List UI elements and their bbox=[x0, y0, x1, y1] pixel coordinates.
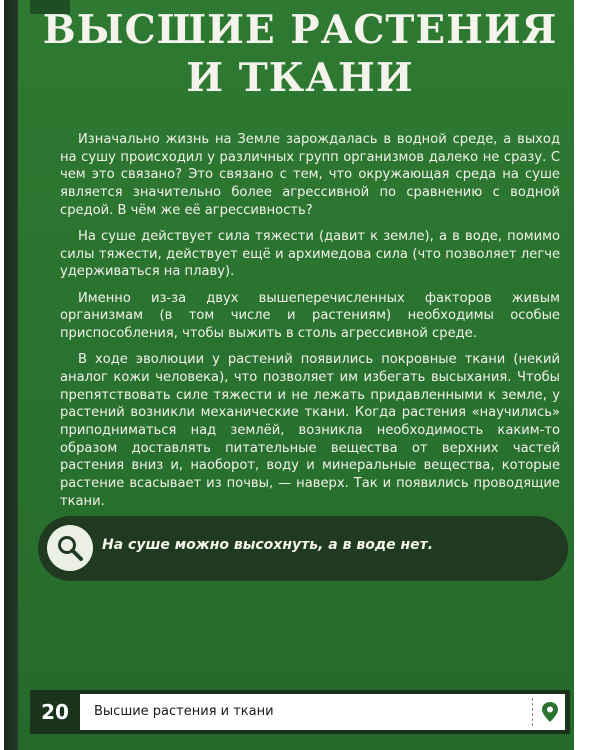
article-body bbox=[60, 131, 560, 519]
paragraph-1: Изначально жизнь на Земле зарождалась в водной среде, а выход на сушу происходил у различных групп организмов далеко не сразу. С чем это связано? Это связано с тем, что окружающая среда на суше является значительно более агрессивной по сравнению с водной средой. В чём же её агрессивность? bbox=[60, 132, 560, 218]
magnifier-icon bbox=[47, 525, 93, 571]
page-title bbox=[40, 6, 560, 102]
footer-divider bbox=[532, 698, 533, 726]
paragraph-2: На суше действует сила тяжести (давит к земле), а в воде, помимо силы тяжести, действует ещё и архимедова сила (что позволяет легче удерживаться на плаву). bbox=[60, 229, 560, 280]
paragraph-3: Именно из-за двух вышеперечисленных факторов живым организмам (в том числе и растениям) необходимы особые приспособления, чтобы выжить в столь агрессивной среде. bbox=[60, 290, 560, 342]
paragraph-4: В ходе эволюции у растений появились покровные ткани (некий аналог кожи человека), что позволяет им избегать высыхания. Чтобы препятствовать силе тяжести и не лежать придавленными к земле, у растений возникли механические ткани. Когда растения «научились» приподниматься над землёй, возникла необходимость каким-то образом доставлять питательные вещества от верхних частей растения вниз и, наоборот, воду и минеральные вещества, которые растение всасывает из почвы, — наверх. Так и появились проводящие ткани. bbox=[60, 352, 560, 509]
footer-bar bbox=[80, 694, 565, 730]
callout-text: На суше можно высохнуть, а в воде нет. bbox=[102, 537, 434, 553]
map-pin-icon bbox=[540, 701, 560, 728]
footer-chapter-title: Высшие растения и ткани bbox=[94, 704, 274, 719]
title-line-2: И ТКАНИ bbox=[186, 55, 414, 101]
title-line-1: ВЫСШИЕ РАСТЕНИЯ bbox=[42, 7, 558, 53]
page-number: 20 bbox=[41, 700, 69, 724]
fact-callout bbox=[38, 516, 568, 581]
page-footer bbox=[30, 690, 570, 734]
book-spine bbox=[4, 0, 18, 750]
